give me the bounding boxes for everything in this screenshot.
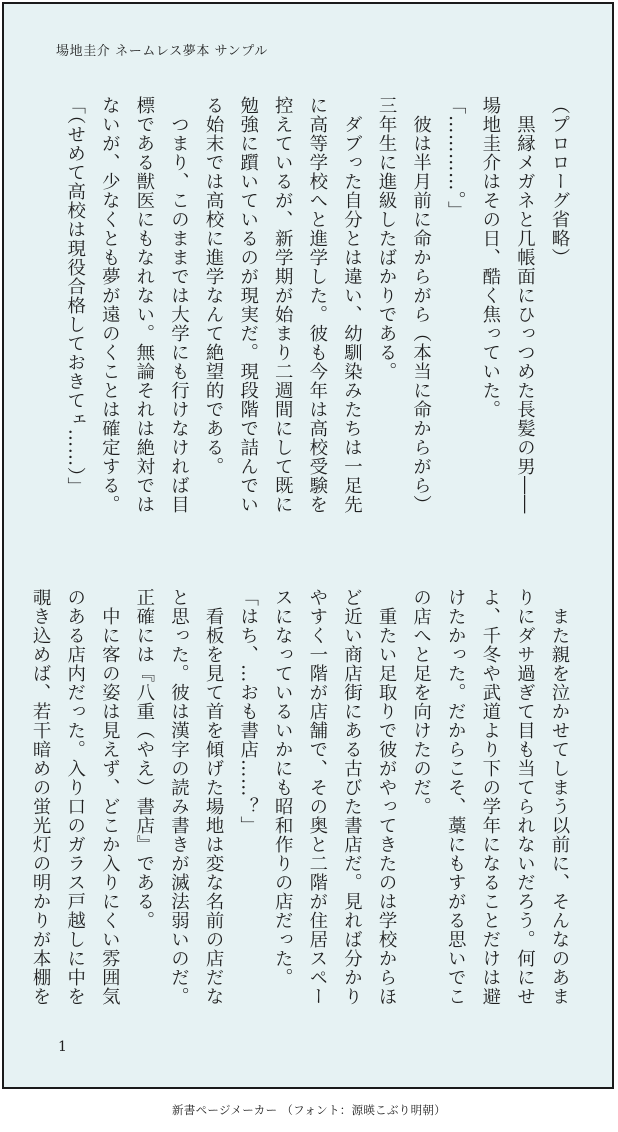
text-column: 標である獣医にもなれない。無論それは絶対では (133, 96, 155, 514)
text-column: ダブった自分とは違い、幼馴染みたちは一足先 (341, 96, 363, 514)
text-column: 覗き込めば、若干暗めの蛍光灯の明かりが本棚を (30, 588, 52, 1006)
text-column: 「はち、…おも書店……？」 (237, 588, 259, 835)
text-column: やすく一階が店舗で、その奥と二階が住居スペー (306, 588, 328, 1006)
text-column: スになっているいかにも昭和作りの店だった。 (272, 588, 294, 987)
text-column: のある店内だった。入り口のガラス戸越しに中を (64, 588, 86, 1006)
text-column: と思った。彼は漢字の読み書きが滅法弱いのだ。 (168, 588, 190, 1006)
text-column: よ、千冬や武道より下の学年になることだけは避 (479, 588, 501, 1006)
text-column: 三年生に進級したばかりである。 (376, 96, 398, 381)
text-column: ないが、少なくとも夢が遠のくことは確定する。 (99, 96, 121, 514)
text-column: 場地圭介はその日、酷く焦っていた。 (479, 96, 501, 419)
text-column: 彼は半月前に命からがら（本当に命からがら） (410, 96, 432, 514)
text-column: けたかった。だからこそ、藁にもすがる思いでこ (445, 588, 467, 1006)
text-column: 黒縁メガネと几帳面にひっつめた長髪の男―― (514, 96, 536, 514)
text-column: 控えているが、新学期が始まり二週間にして既に (272, 96, 294, 514)
text-column: りにダサ過ぎて目も当てられないだろう。何にせ (514, 588, 536, 1006)
footer-credit: 新書ページメーカー （フォント：源暎こぶり明朝） (172, 1103, 446, 1117)
text-column: 「（せめて高校は現役合格しておきてェ……）」 (64, 96, 86, 496)
text-block-top (46, 96, 576, 526)
page-header: 場地圭介 ネームレス夢本 サンプル (56, 44, 268, 59)
text-column: の店へと足を向けたのだ。 (410, 588, 432, 816)
text-column: 看板を見て首を傾げた場地は変な名前の店だな (203, 588, 225, 1006)
text-column: に高等学校へと進学した。彼も今年は高校受験を (306, 96, 328, 514)
text-column: る始末では高校に進学なんて絶望的である。 (203, 96, 225, 476)
book-page (2, 2, 614, 1089)
text-column: つまり、このままでは大学にも行けなければ目 (168, 96, 190, 514)
text-column: 正確には『八重（やえ）書店』である。 (133, 588, 155, 930)
text-column: また親を泣かせてしまう以前に、そんなのあま (549, 588, 570, 1006)
text-column: ど近い商店街にある古びた書店だ。見れば分かり (341, 588, 363, 1006)
text-block-bottom (30, 588, 576, 1018)
text-column: 重たい足取りで彼がやってきたのは学校からほ (376, 588, 398, 1006)
text-column: 中に客の姿は見えず、どこか入りにくい雰囲気 (99, 588, 121, 1006)
text-column: （プロローグ省略） (549, 96, 570, 267)
page-number: 1 (58, 1039, 67, 1055)
text-column: 勉強に躓いているのが現実だ。現段階で詰んでい (237, 96, 259, 514)
text-column: 「…………。」 (445, 96, 467, 220)
